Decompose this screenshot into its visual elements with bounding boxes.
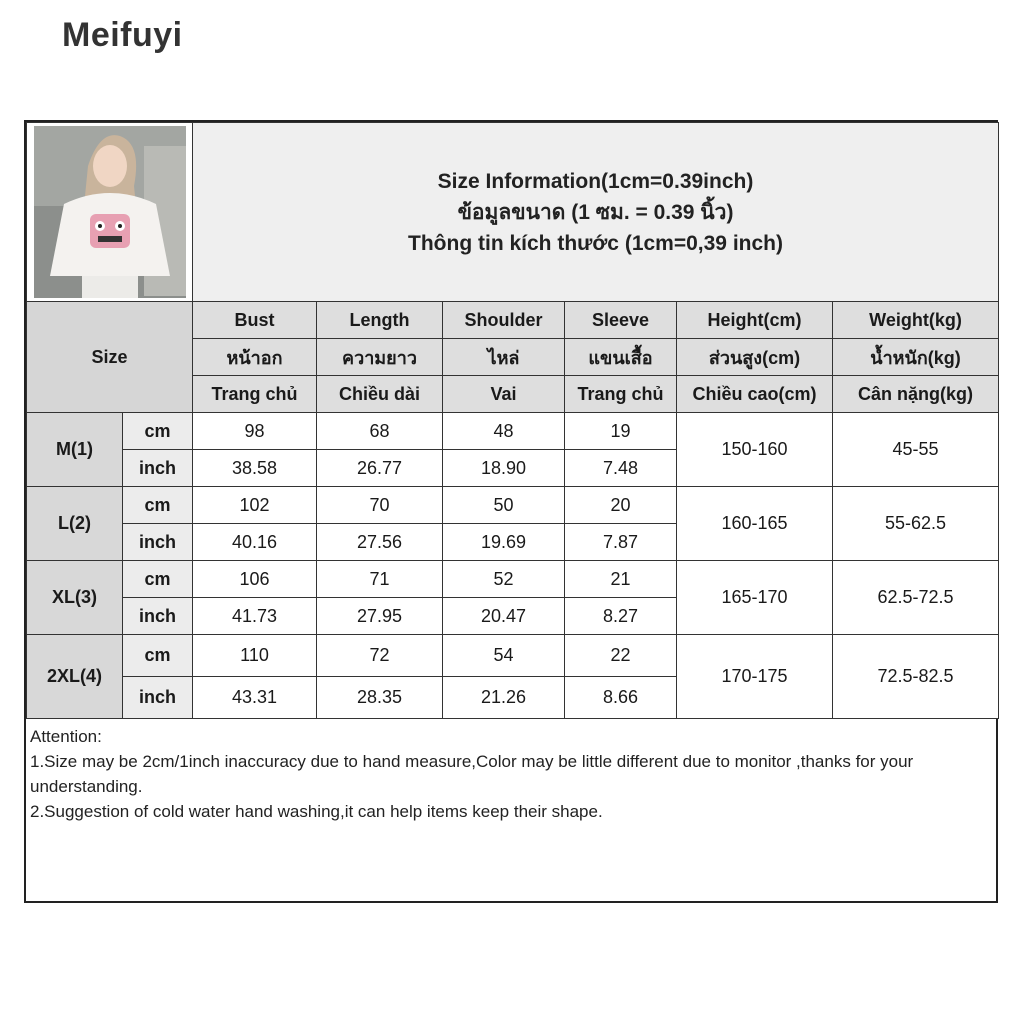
cell-value: 8.66 <box>565 677 677 719</box>
cell-value: 19 <box>565 413 677 450</box>
unit-inch: inch <box>123 598 193 635</box>
col-height-th: ส่วนสูง(cm) <box>677 339 833 376</box>
cell-value: 21.26 <box>443 677 565 719</box>
col-shoulder-en: Shoulder <box>443 302 565 339</box>
cell-value: 48 <box>443 413 565 450</box>
col-shoulder-th: ไหล่ <box>443 339 565 376</box>
cell-value: 20.47 <box>443 598 565 635</box>
col-sleeve-vi: Trang chủ <box>565 376 677 413</box>
cell-value: 38.58 <box>193 450 317 487</box>
cell-value: 41.73 <box>193 598 317 635</box>
cell-value: 26.77 <box>317 450 443 487</box>
table-row <box>27 561 999 598</box>
size-label-xl: XL(3) <box>27 561 123 635</box>
size-label-l: L(2) <box>27 487 123 561</box>
cell-value: 72 <box>317 635 443 677</box>
unit-cm: cm <box>123 635 193 677</box>
col-bust-th: หน้าอก <box>193 339 317 376</box>
cell-value: 50 <box>443 487 565 524</box>
brand-logo: Meifuyi <box>62 16 183 54</box>
cell-value: 54 <box>443 635 565 677</box>
attention-title: Attention: <box>30 727 102 746</box>
product-photo-cell <box>27 123 193 302</box>
cell-value: 71 <box>317 561 443 598</box>
table-row <box>27 487 999 524</box>
unit-inch: inch <box>123 450 193 487</box>
col-weight-en: Weight(kg) <box>833 302 999 339</box>
unit-inch: inch <box>123 677 193 719</box>
col-length-en: Length <box>317 302 443 339</box>
cell-value: 70 <box>317 487 443 524</box>
col-height-vi: Chiều cao(cm) <box>677 376 833 413</box>
weight-range: 45-55 <box>833 413 999 487</box>
cell-value: 19.69 <box>443 524 565 561</box>
size-info-header <box>193 123 999 302</box>
cell-value: 7.87 <box>565 524 677 561</box>
col-bust-en: Bust <box>193 302 317 339</box>
attention-notes <box>30 724 992 824</box>
cell-value: 110 <box>193 635 317 677</box>
cell-value: 98 <box>193 413 317 450</box>
col-length-th: ความยาว <box>317 339 443 376</box>
col-weight-th: น้ำหนัก(kg) <box>833 339 999 376</box>
size-header: Size <box>27 302 193 413</box>
col-shoulder-vi: Vai <box>443 376 565 413</box>
attention-note-1: 1.Size may be 2cm/1inch inaccuracy due to hand measure,Color may be little different due to monitor ,thanks for your understanding. <box>30 752 914 796</box>
cell-value: 20 <box>565 487 677 524</box>
cell-value: 27.95 <box>317 598 443 635</box>
unit-inch: inch <box>123 524 193 561</box>
weight-range: 62.5-72.5 <box>833 561 999 635</box>
col-length-vi: Chiều dài <box>317 376 443 413</box>
cell-value: 8.27 <box>565 598 677 635</box>
cell-value: 21 <box>565 561 677 598</box>
info-title-vi: Thông tin kích thước (1cm=0,39 inch) <box>408 231 783 255</box>
unit-cm: cm <box>123 487 193 524</box>
height-range: 165-170 <box>677 561 833 635</box>
cell-value: 43.31 <box>193 677 317 719</box>
table-row <box>27 635 999 677</box>
weight-range: 72.5-82.5 <box>833 635 999 719</box>
col-sleeve-th: แขนเสื้อ <box>565 339 677 376</box>
col-sleeve-en: Sleeve <box>565 302 677 339</box>
cell-value: 102 <box>193 487 317 524</box>
size-label-2xl: 2XL(4) <box>27 635 123 719</box>
col-bust-vi: Trang chủ <box>193 376 317 413</box>
product-photo <box>34 126 186 298</box>
height-range: 150-160 <box>677 413 833 487</box>
cell-value: 28.35 <box>317 677 443 719</box>
height-range: 170-175 <box>677 635 833 719</box>
cell-value: 18.90 <box>443 450 565 487</box>
size-label-m: M(1) <box>27 413 123 487</box>
unit-cm: cm <box>123 413 193 450</box>
info-title-th: ข้อมูลขนาด (1 ซม. = 0.39 นิ้ว) <box>457 200 734 224</box>
cell-value: 106 <box>193 561 317 598</box>
cell-value: 7.48 <box>565 450 677 487</box>
table-row <box>27 413 999 450</box>
cell-value: 22 <box>565 635 677 677</box>
size-table <box>26 122 999 719</box>
col-height-en: Height(cm) <box>677 302 833 339</box>
cell-value: 68 <box>317 413 443 450</box>
height-range: 160-165 <box>677 487 833 561</box>
cell-value: 27.56 <box>317 524 443 561</box>
col-weight-vi: Cân nặng(kg) <box>833 376 999 413</box>
cell-value: 52 <box>443 561 565 598</box>
attention-note-2: 2.Suggestion of cold water hand washing,it can help items keep their shape. <box>30 802 603 821</box>
cell-value: 40.16 <box>193 524 317 561</box>
weight-range: 55-62.5 <box>833 487 999 561</box>
unit-cm: cm <box>123 561 193 598</box>
size-chart <box>24 120 998 903</box>
info-title-en: Size Information(1cm=0.39inch) <box>437 169 754 193</box>
